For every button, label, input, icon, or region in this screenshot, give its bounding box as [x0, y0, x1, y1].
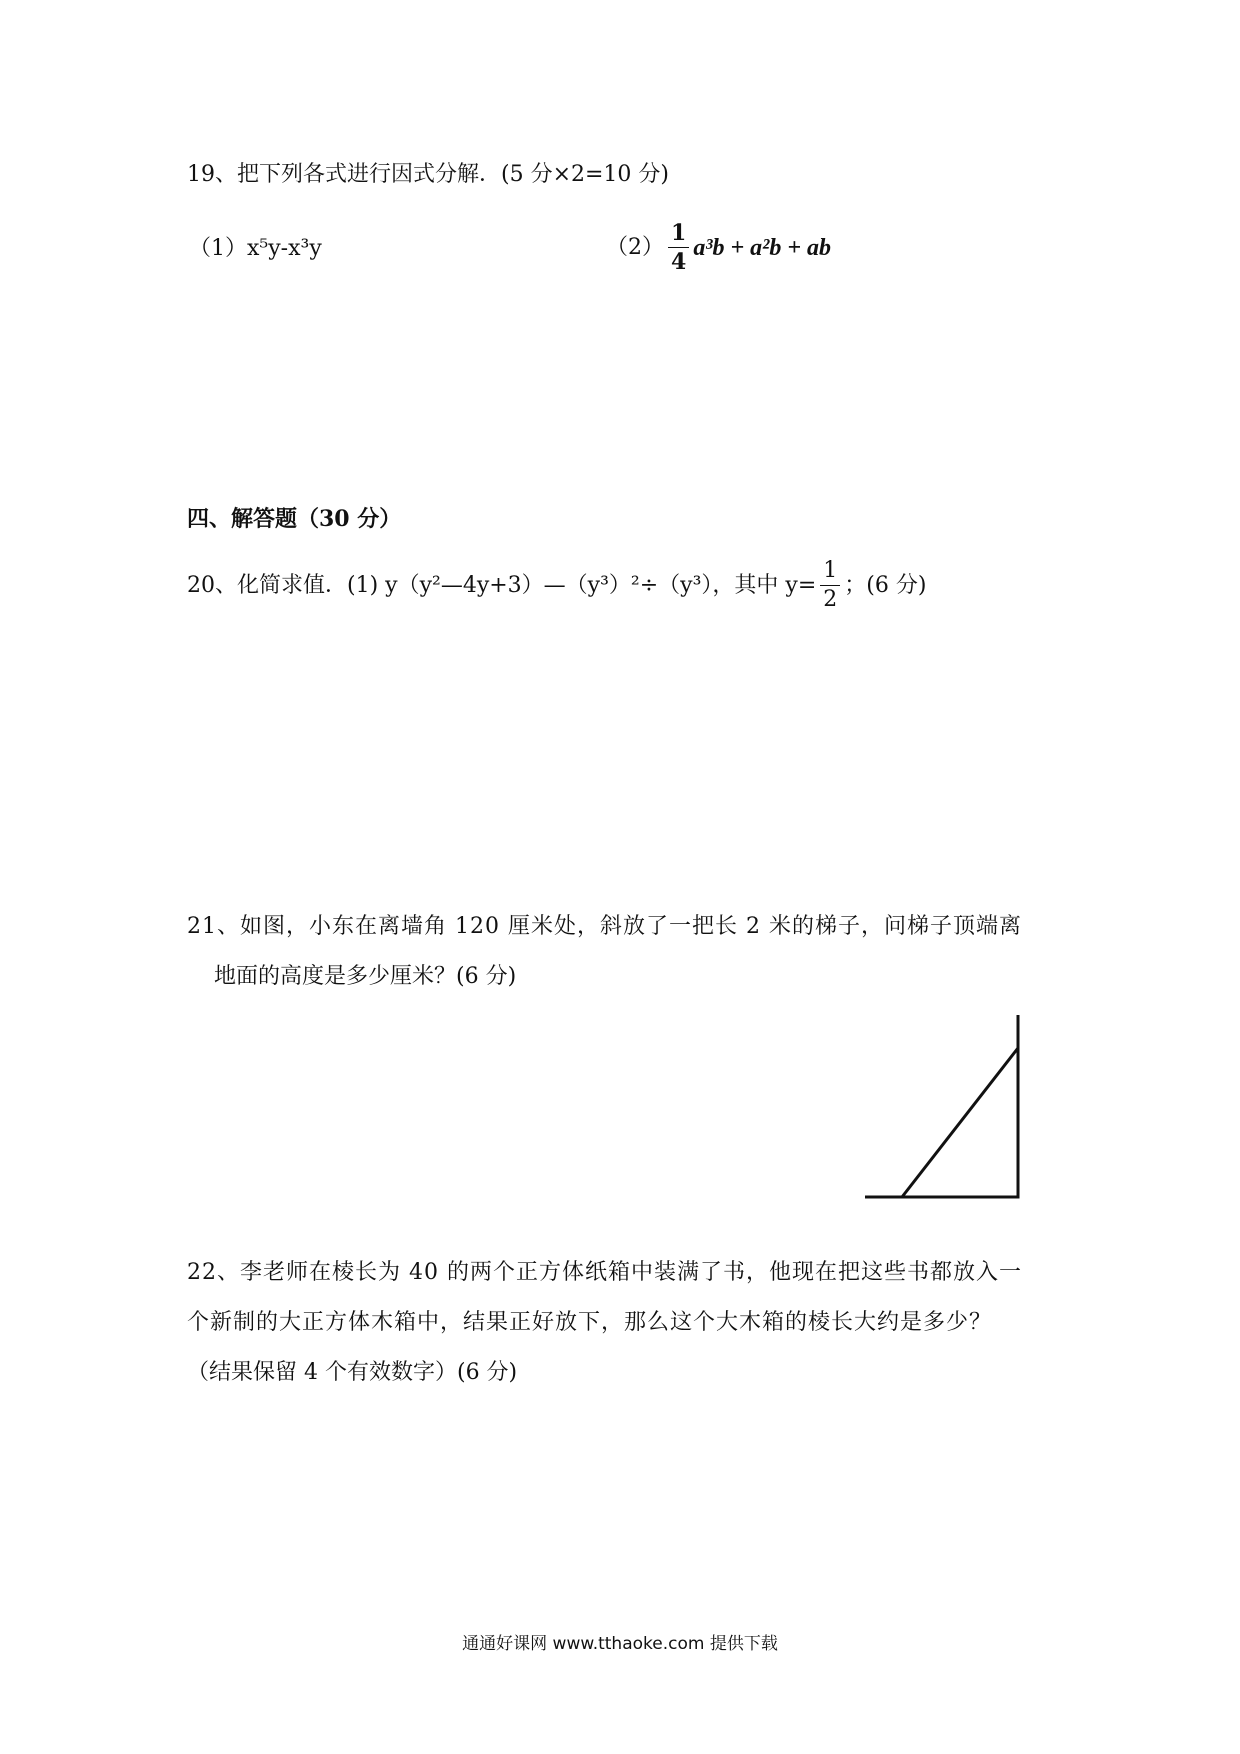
question-19-title: 19、把下列各式进行因式分解．(5 分×2=10 分) — [187, 162, 670, 187]
ladder-line — [902, 1048, 1018, 1197]
fraction-denominator: 4 — [671, 249, 687, 275]
part-1-label: （1） — [189, 236, 247, 261]
fraction-numerator: 1 — [820, 560, 840, 586]
question-19-part-2 — [606, 222, 831, 273]
part-2-label: （2） — [606, 234, 664, 260]
fraction-denominator: 2 — [823, 587, 838, 612]
question-21-line-2: 地面的高度是多少厘米？(6 分) — [214, 964, 517, 989]
question-21-line-1: 21、如图，小东在离墙角 120 厘米处，斜放了一把长 2 米的梯子，问梯子顶端离 — [187, 914, 1022, 939]
question-19-part-1 — [189, 238, 322, 260]
question-22-line-1: 22、李老师在棱长为 40 的两个正方体纸箱中装满了书，他现在把这些书都放入一 — [187, 1260, 1022, 1285]
ladder-diagram — [860, 1010, 1030, 1210]
footer-credit: 通通好课网 www.tthaoke.com 提供下载 — [462, 1634, 778, 1654]
question-22-line-3: （结果保留 4 个有效数字）(6 分) — [187, 1360, 518, 1385]
question-20-prefix: 20、化简求值．(1) y（y²—4y+3）—（y³）²÷（y³），其中 y= — [187, 572, 817, 598]
fraction-numerator: 1 — [668, 222, 689, 248]
part-2-fraction — [668, 222, 689, 273]
question-20-suffix: ；(6 分) — [844, 572, 927, 598]
section-4-heading: 四、解答题（30 分） — [187, 506, 402, 532]
question-20 — [187, 560, 926, 611]
question-22-line-2: 个新制的大正方体木箱中，结果正好放下，那么这个大木箱的棱长大约是多少？ — [187, 1310, 993, 1335]
part-2-expression: a³b + a²b + ab — [693, 234, 832, 261]
part-1-expression: x⁵y-x³y — [247, 236, 322, 261]
question-20-fraction — [820, 560, 840, 611]
